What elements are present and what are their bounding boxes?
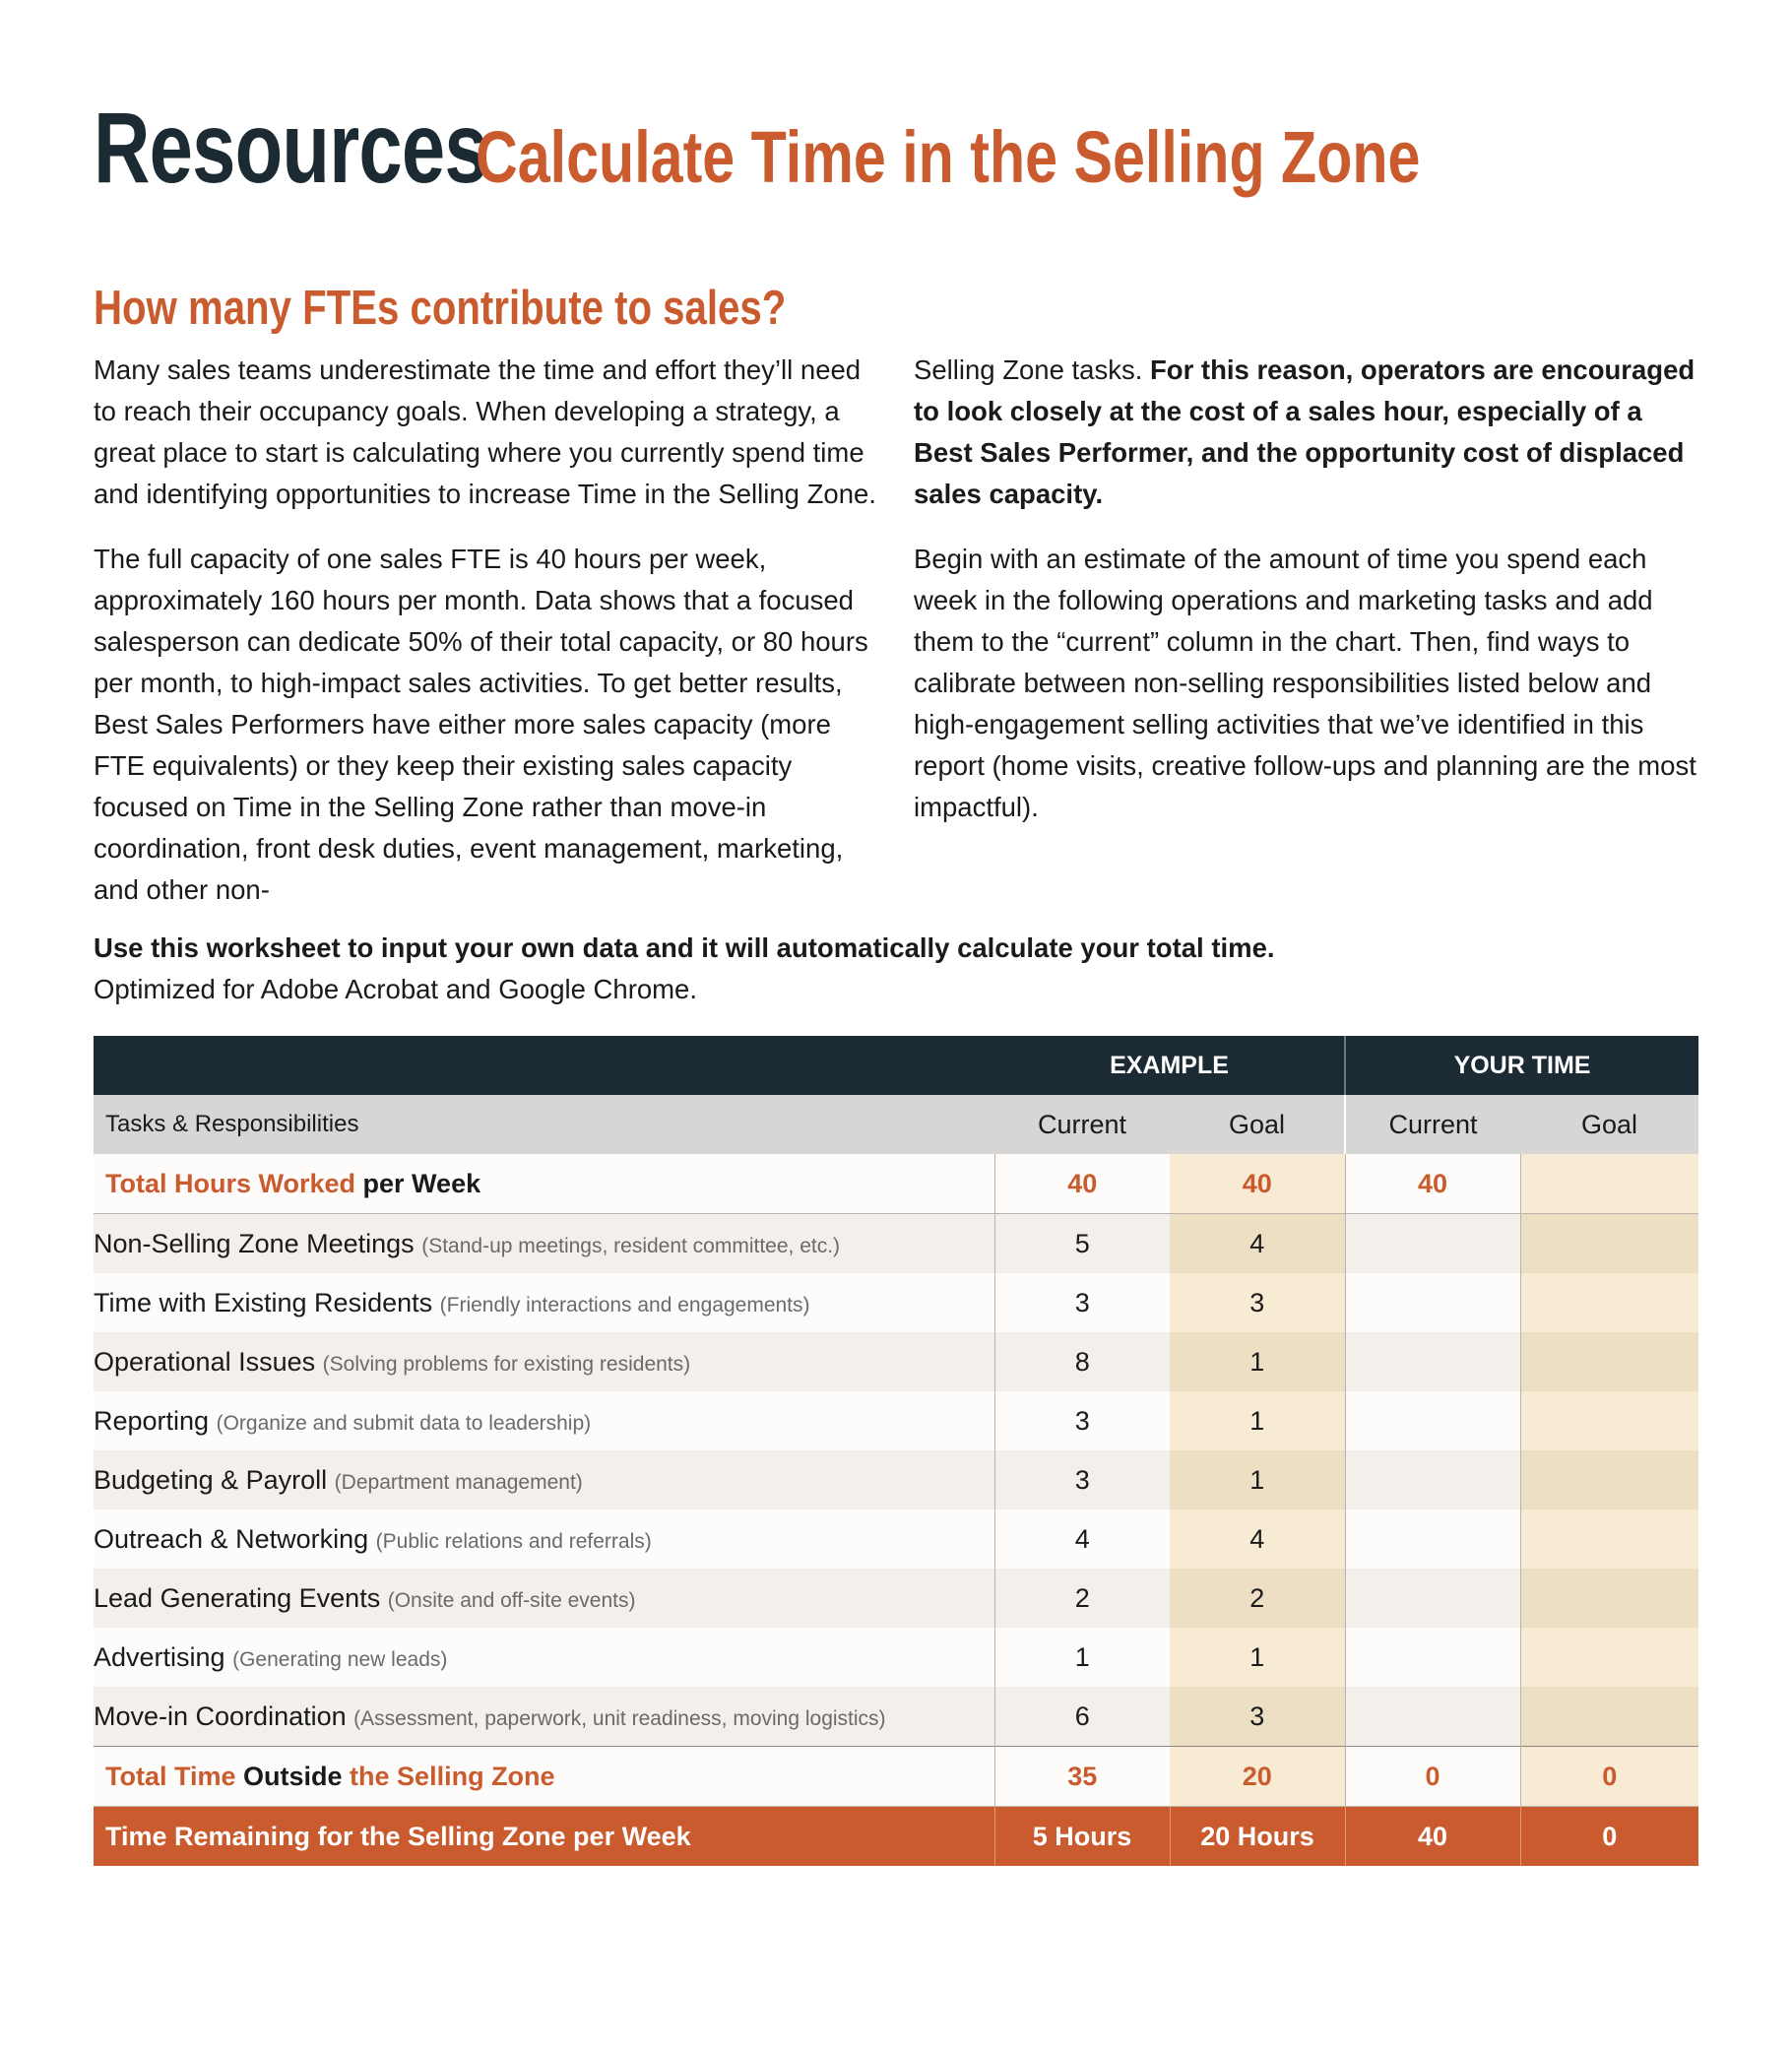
task-label — [94, 1214, 994, 1274]
instruction-note: Optimized for Adobe Acrobat and Google Chrome. — [94, 974, 697, 1004]
your-goal-input[interactable] — [1520, 1628, 1698, 1687]
task-name: Non-Selling Zone Meetings — [94, 1228, 415, 1258]
worksheet-instruction — [94, 928, 1275, 1010]
group-your-time: YOUR TIME — [1345, 1036, 1698, 1095]
task-row — [94, 1391, 1698, 1450]
task-name: Lead Generating Events — [94, 1582, 381, 1613]
task-row — [94, 1450, 1698, 1509]
task-description: (Organize and submit data to leadership) — [216, 1411, 592, 1435]
your-goal-input[interactable] — [1520, 1450, 1698, 1509]
task-label — [94, 1391, 994, 1450]
total-outside-label — [94, 1747, 994, 1807]
task-description: (Assessment, paperwork, unit readiness, moving logistics) — [353, 1706, 886, 1730]
total-outside-example-goal: 20 — [1170, 1747, 1345, 1807]
example-current-cell: 1 — [994, 1628, 1170, 1687]
your-current-input[interactable] — [1345, 1273, 1520, 1332]
time-remaining-your-goal: 0 — [1520, 1807, 1698, 1867]
total-outside-label-c: the Selling Zone — [350, 1761, 555, 1791]
title-main: Resources — [94, 92, 487, 204]
intro-p3-lead: Selling Zone tasks. — [914, 354, 1150, 385]
total-outside-label-b: Outside — [235, 1761, 351, 1791]
section-heading: How many FTEs contribute to sales? — [94, 282, 787, 335]
total-hours-label-b: per Week — [355, 1168, 481, 1198]
example-goal-cell: 1 — [1170, 1450, 1345, 1509]
task-name: Operational Issues — [94, 1346, 316, 1377]
total-hours-example-current: 40 — [994, 1154, 1170, 1214]
task-name: Reporting — [94, 1405, 210, 1436]
your-goal-input[interactable] — [1520, 1273, 1698, 1332]
task-description: (Stand-up meetings, resident committee, etc.) — [421, 1234, 841, 1257]
task-row — [94, 1509, 1698, 1569]
total-outside-example-current: 35 — [994, 1747, 1170, 1807]
example-current-cell: 3 — [994, 1273, 1170, 1332]
intro-left-column — [94, 350, 881, 934]
total-outside-your-goal: 0 — [1520, 1747, 1698, 1807]
task-label — [94, 1569, 994, 1628]
your-goal-input[interactable] — [1520, 1509, 1698, 1569]
total-hours-label-a: Total Hours Worked — [105, 1168, 356, 1198]
task-description: (Solving problems for existing residents) — [322, 1352, 691, 1376]
example-goal-cell: 2 — [1170, 1569, 1345, 1628]
your-goal-input[interactable] — [1520, 1687, 1698, 1747]
group-example: EXAMPLE — [994, 1036, 1345, 1095]
example-goal-cell: 1 — [1170, 1391, 1345, 1450]
col-your-goal-header: Goal — [1520, 1095, 1698, 1154]
task-label — [94, 1273, 994, 1332]
page-title — [94, 91, 1656, 206]
time-remaining-row — [94, 1807, 1698, 1867]
task-name: Budgeting & Payroll — [94, 1464, 328, 1495]
task-description: (Public relations and referrals) — [375, 1529, 652, 1553]
task-description: (Generating new leads) — [232, 1647, 448, 1671]
your-goal-input[interactable] — [1520, 1391, 1698, 1450]
your-current-input[interactable] — [1345, 1391, 1520, 1450]
col-your-current-header: Current — [1345, 1095, 1520, 1154]
example-current-cell: 3 — [994, 1391, 1170, 1450]
total-hours-example-goal: 40 — [1170, 1154, 1345, 1214]
total-hours-label — [94, 1154, 994, 1214]
task-label — [94, 1450, 994, 1509]
task-row — [94, 1214, 1698, 1274]
task-name: Advertising — [94, 1641, 225, 1672]
example-current-cell: 8 — [994, 1332, 1170, 1391]
total-outside-row — [94, 1747, 1698, 1807]
task-description: (Department management) — [334, 1470, 583, 1494]
example-current-cell: 3 — [994, 1450, 1170, 1509]
time-remaining-example-goal: 20 Hours — [1170, 1807, 1345, 1867]
worksheet-table — [94, 1036, 1698, 1866]
task-row — [94, 1628, 1698, 1687]
your-current-input[interactable] — [1345, 1628, 1520, 1687]
intro-p3-bold: For this reason, operators are encouraged to look closely at the cost of a sales hour, especially of a Best Sales Performer, and the opportunity cost of displaced sales capacity. — [914, 354, 1696, 509]
task-label — [94, 1687, 994, 1747]
task-row — [94, 1273, 1698, 1332]
instruction-bold: Use this worksheet to input your own data and it will automatically calculate your total time. — [94, 932, 1275, 963]
intro-paragraph-2: The full capacity of one sales FTE is 40 hours per week, approximately 160 hours per month. Data shows that a focused salesperson can dedicate 50% of their total capacity, or 80 hours per month, to high-impact sales activities. To get better results, Best Sales Performers have either more sales capacity (more FTE equivalents) or they keep their existing sales capacity focused on Time in the Selling Zone rather than move-in coordination, front desk duties, event management, marketing, and other non- — [94, 544, 868, 905]
col-tasks-header: Tasks & Responsibilities — [94, 1095, 994, 1154]
example-goal-cell: 1 — [1170, 1332, 1345, 1391]
time-remaining-label: Time Remaining for the Selling Zone per Week — [94, 1807, 994, 1867]
title-subtitle: Calculate Time in the Selling Zone — [475, 116, 1421, 198]
task-name: Outreach & Networking — [94, 1523, 369, 1554]
time-remaining-example-current: 5 Hours — [994, 1807, 1170, 1867]
your-current-input[interactable] — [1345, 1687, 1520, 1747]
intro-paragraph-4: Begin with an estimate of the amount of time you spend each week in the following operations and marketing tasks and add them to the “current” column in the chart. Then, find ways to calibrate between non-selling responsibilities listed below and high-engagement selling activities that we’ve identified in this report (home visits, creative follow-ups and planning are the most impactful). — [914, 544, 1696, 822]
col-example-goal-header: Goal — [1170, 1095, 1345, 1154]
task-description: (Onsite and off-site events) — [387, 1588, 636, 1612]
column-header-row — [94, 1095, 1698, 1154]
intro-paragraph-1: Many sales teams underestimate the time and effort they’ll need to reach their occupancy goals. When developing a strategy, a great place to start is calculating where you currently spend time and identifying opportunities to increase Time in the Selling Zone. — [94, 354, 876, 509]
example-goal-cell: 3 — [1170, 1687, 1345, 1747]
total-hours-your-goal[interactable] — [1520, 1154, 1698, 1214]
your-current-input[interactable] — [1345, 1332, 1520, 1391]
group-header-blank — [94, 1036, 994, 1095]
intro-right-column — [914, 350, 1701, 852]
total-outside-label-a: Total Time — [105, 1761, 236, 1791]
task-row — [94, 1332, 1698, 1391]
time-remaining-your-current: 40 — [1345, 1807, 1520, 1867]
your-current-input[interactable] — [1345, 1509, 1520, 1569]
example-goal-cell: 4 — [1170, 1214, 1345, 1274]
your-goal-input[interactable] — [1520, 1214, 1698, 1274]
total-hours-your-current[interactable]: 40 — [1345, 1154, 1520, 1214]
example-current-cell: 6 — [994, 1687, 1170, 1747]
your-goal-input[interactable] — [1520, 1332, 1698, 1391]
task-label — [94, 1628, 994, 1687]
example-current-cell: 4 — [994, 1509, 1170, 1569]
example-goal-cell: 4 — [1170, 1509, 1345, 1569]
example-goal-cell: 3 — [1170, 1273, 1345, 1332]
col-example-current-header: Current — [994, 1095, 1170, 1154]
example-current-cell: 5 — [994, 1214, 1170, 1274]
task-name: Move-in Coordination — [94, 1701, 347, 1731]
task-label — [94, 1332, 994, 1391]
task-name: Time with Existing Residents — [94, 1287, 433, 1317]
your-current-input[interactable] — [1345, 1450, 1520, 1509]
your-current-input[interactable] — [1345, 1569, 1520, 1628]
your-current-input[interactable] — [1345, 1214, 1520, 1274]
example-goal-cell: 1 — [1170, 1628, 1345, 1687]
intro-paragraph-3 — [914, 350, 1701, 515]
total-hours-row — [94, 1154, 1698, 1214]
task-label — [94, 1509, 994, 1569]
task-row — [94, 1687, 1698, 1747]
your-goal-input[interactable] — [1520, 1569, 1698, 1628]
total-outside-your-current: 0 — [1345, 1747, 1520, 1807]
example-current-cell: 2 — [994, 1569, 1170, 1628]
group-header-row — [94, 1036, 1698, 1095]
task-description: (Friendly interactions and engagements) — [439, 1293, 810, 1316]
task-row — [94, 1569, 1698, 1628]
